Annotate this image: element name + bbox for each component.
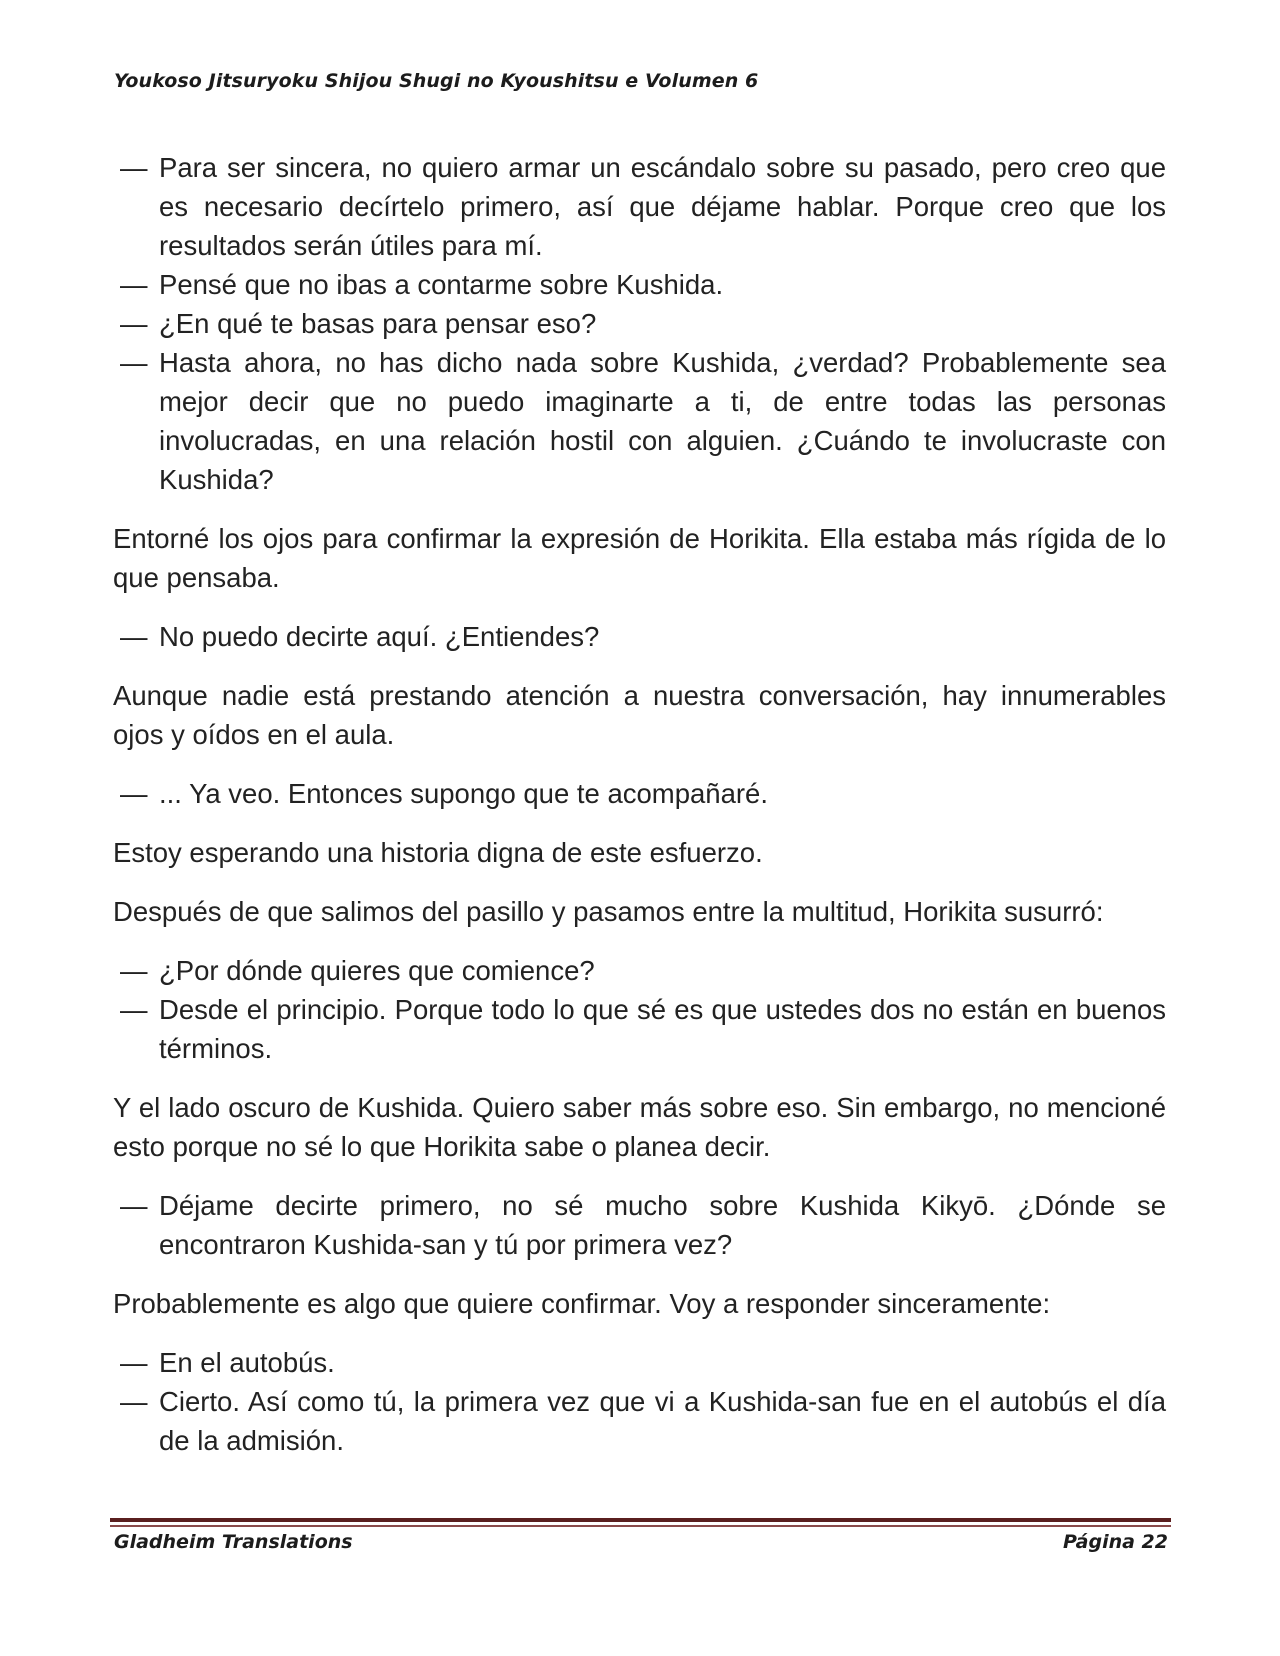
- em-dash: —: [120, 1386, 148, 1417]
- dialogue-text: Hasta ahora, no has dicho nada sobre Kushida, ¿verdad? Probablemente sea mejor decir que no puedo imaginarte a ti, de entre todas las personas involucradas, en una relación hostil con alguien. ¿Cuándo te involucraste con Kushida?: [159, 347, 1166, 495]
- narration-paragraph: Estoy esperando una historia digna de este esfuerzo.: [113, 837, 763, 868]
- dialogue-line: [113, 265, 1166, 304]
- dialogue-text: ¿Por dónde quieres que comience?: [159, 955, 595, 986]
- dialogue-line: [113, 343, 1166, 499]
- footer-rule-thin: [110, 1525, 1171, 1527]
- em-dash: —: [120, 269, 148, 300]
- em-dash: —: [120, 308, 148, 339]
- em-dash: —: [120, 778, 148, 809]
- dialogue-text: Desde el principio. Porque todo lo que sé es que ustedes dos no están en buenos términos.: [159, 994, 1166, 1064]
- narration-paragraph: Y el lado oscuro de Kushida. Quiero saber más sobre eso. Sin embargo, no mencioné esto porque no sé lo que Horikita sabe o planea decir.: [113, 1092, 1166, 1162]
- page-body: [113, 148, 1166, 1460]
- dialogue-line: [113, 304, 1166, 343]
- em-dash: —: [120, 347, 148, 378]
- narration-paragraph: Aunque nadie está prestando atención a nuestra conversación, hay innumerables ojos y oídos en el aula.: [113, 680, 1166, 750]
- em-dash: —: [120, 621, 148, 652]
- dialogue-line: [113, 774, 1166, 813]
- narration-paragraph: Entorné los ojos para confirmar la expresión de Horikita. Ella estaba más rígida de lo que pensaba.: [113, 523, 1166, 593]
- dialogue-text: Déjame decirte primero, no sé mucho sobre Kushida Kikyō. ¿Dónde se encontraron Kushida-san y tú por primera vez?: [159, 1190, 1166, 1260]
- dialogue-line: [113, 990, 1166, 1068]
- page-number: Página 22: [1062, 1531, 1168, 1553]
- running-header: Youkoso Jitsuryoku Shijou Shugi no Kyoushitsu e Volumen 6: [114, 70, 759, 92]
- em-dash: —: [120, 955, 148, 986]
- footer-credit: Gladheim Translations: [114, 1531, 353, 1553]
- em-dash: —: [120, 994, 148, 1025]
- dialogue-text: Para ser sincera, no quiero armar un escándalo sobre su pasado, pero creo que es necesario decírtelo primero, así que déjame hablar. Porque creo que los resultados serán útiles para mí.: [159, 152, 1166, 261]
- dialogue-text: ¿En qué te basas para pensar eso?: [159, 308, 597, 339]
- dialogue-line: [113, 1382, 1166, 1460]
- narration-paragraph: Después de que salimos del pasillo y pasamos entre la multitud, Horikita susurró:: [113, 896, 1104, 927]
- dialogue-text: ... Ya veo. Entonces supongo que te acompañaré.: [159, 778, 768, 809]
- dialogue-text: Cierto. Así como tú, la primera vez que vi a Kushida-san fue en el autobús el día de la admisión.: [159, 1386, 1166, 1456]
- dialogue-line: [113, 1186, 1166, 1264]
- dialogue-text: No puedo decirte aquí. ¿Entiendes?: [159, 621, 600, 652]
- dialogue-line: [113, 148, 1166, 265]
- footer-rule: [110, 1518, 1171, 1522]
- em-dash: —: [120, 152, 148, 183]
- dialogue-line: [113, 951, 1166, 990]
- em-dash: —: [120, 1347, 148, 1378]
- dialogue-line: [113, 617, 1166, 656]
- dialogue-text: En el autobús.: [159, 1347, 335, 1378]
- dialogue-text: Pensé que no ibas a contarme sobre Kushida.: [159, 269, 724, 300]
- em-dash: —: [120, 1190, 148, 1221]
- dialogue-line: [113, 1343, 1166, 1382]
- narration-paragraph: Probablemente es algo que quiere confirmar. Voy a responder sinceramente:: [113, 1288, 1051, 1319]
